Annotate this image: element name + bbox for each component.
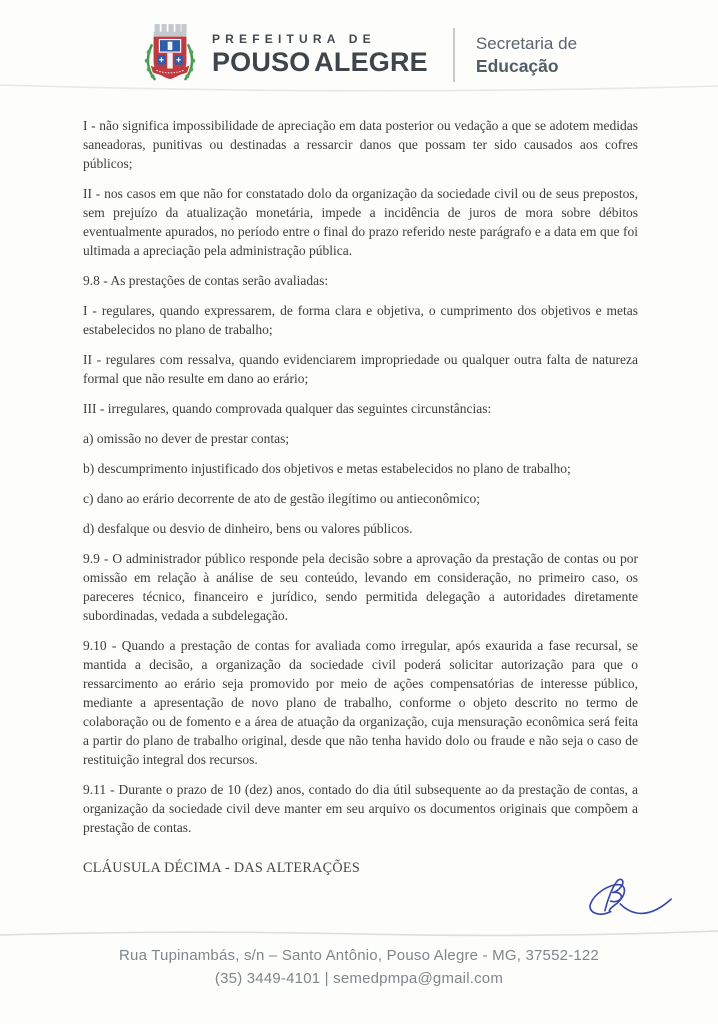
department-name-line1: Secretaria de bbox=[475, 33, 578, 53]
paragraph-inciso-ii: II - nos casos em que não for constatado dolo da organização da sociedade civil ou de seus prepostos, sem prejuízo da atualização monetária, impede a incidência de juros de mora sobre débitos eventualmente apurados, no período entre o final do prazo referido neste parágrafo e a data em que foi ultimada a apreciação pela administração pública. bbox=[83, 186, 638, 258]
department-block bbox=[476, 34, 577, 77]
paragraph-item-9-11: 9.11 - Durante o prazo de 10 (dez) anos, contado do dia útil subsequente ao da prestação de contas, a organização da sociedade civil deve manter em seu arquivo os documentos originais que compõem a prestação de contas. bbox=[83, 782, 638, 835]
header-divider bbox=[453, 28, 455, 82]
footer-phone-email: (35) 3449-4101 | semedpmpa@gmail.com bbox=[214, 970, 504, 987]
paragraph-alinea-b: b) descumprimento injustificado dos objetivos e metas estabelecidos no plano de trabalho; bbox=[83, 461, 571, 476]
pouso-alegre-coat-of-arms-icon bbox=[141, 20, 199, 90]
letterhead bbox=[0, 20, 718, 90]
paragraph-9-8-inciso-iii: III - irregulares, quando comprovada qualquer das seguintes circunstâncias: bbox=[83, 401, 492, 416]
paragraph-item-9-9: 9.9 - O administrador público responde pela decisão sobre a aprovação da prestação de contas ou por omissão em relação à análise de seu conteúdo, levando em consideração, no primeiro caso, os pareceres técnico, financeiro e jurídico, sendo permitida delegação a autoridades diretamente subordinadas, vedada a subdelegação. bbox=[83, 551, 638, 623]
clause-heading: CLÁUSULA DÉCIMA - DAS ALTERAÇÕES bbox=[83, 860, 361, 876]
contract-text bbox=[83, 116, 638, 878]
letterhead-footer bbox=[0, 944, 718, 990]
paragraph-alinea-c: c) dano ao erário decorrente de ato de gestão ilegítimo ou antieconômico; bbox=[83, 491, 480, 506]
paragraph-9-8-inciso-ii: II - regulares com ressalva, quando evidenciarem impropriedade ou qualquer outra falta de natureza formal que não resulte em dano ao erário; bbox=[83, 352, 638, 386]
department-name-line2: Educação bbox=[475, 55, 559, 76]
paragraph-inciso-i: I - não significa impossibilidade de apreciação em data posterior ou vedação a que se adotem medidas saneadoras, punitivas ou destinadas a ressarcir danos que possam ter sido causados aos cofres públicos; bbox=[83, 118, 638, 171]
paragraph-item-9-8: 9.8 - As prestações de contas serão avaliadas: bbox=[83, 273, 329, 288]
footer-address: Rua Tupinambás, s/n – Santo Antônio, Pouso Alegre - MG, 37552-122 bbox=[119, 947, 599, 964]
wordmark-top-line: PREFEITURA DE bbox=[211, 32, 376, 46]
city-hall-wordmark bbox=[212, 32, 428, 78]
wordmark-city-name: POUSO ALEGRE bbox=[211, 47, 428, 77]
handwritten-initials-signature bbox=[578, 872, 674, 932]
paragraph-alinea-d: d) desfalque ou desvio de dinheiro, bens ou valores públicos. bbox=[83, 521, 413, 536]
paragraph-item-9-10: 9.10 - Quando a prestação de contas for avaliada como irregular, após exaurida a fase recursal, se mantida a decisão, a organização da sociedade civil poderá solicitar autorização para que o ressarcimento ao erário seja promovido por meio de ações compensatórias de interesse público, mediante a apresentação de novo plano de trabalho, conforme o objeto descrito no termo de colaboração ou de fomento e a área de atuação da organização, cuja mensuração econômica será feita a partir do plano de trabalho original, desde que não tenha havido dolo ou fraude e não seja o caso de restituição integral dos recursos. bbox=[83, 638, 638, 767]
paragraph-alinea-a: a) omissão no dever de prestar contas; bbox=[83, 431, 290, 446]
paragraph-9-8-inciso-i: I - regulares, quando expressarem, de forma clara e objetiva, o cumprimento dos objetivos e metas estabelecidos no plano de trabalho; bbox=[83, 303, 638, 337]
